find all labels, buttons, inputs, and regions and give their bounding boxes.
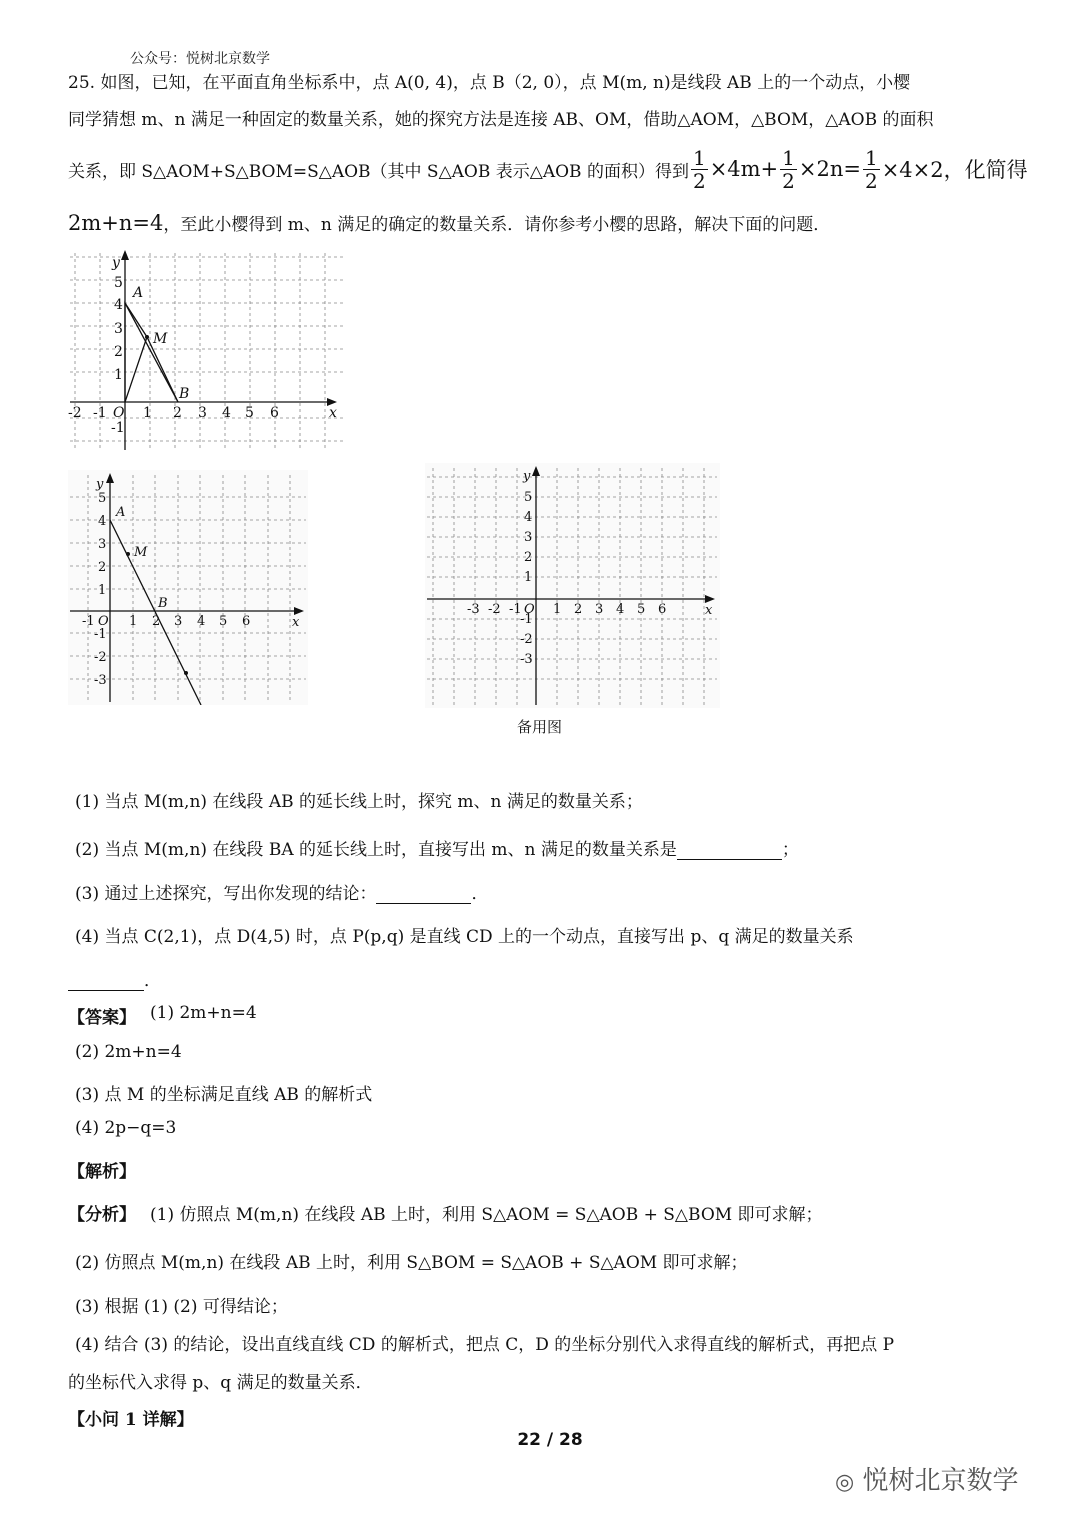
x-tick: 1 — [553, 602, 562, 617]
y-tick: 3 — [524, 530, 533, 545]
question-3 — [75, 879, 488, 904]
y-tick: -3 — [520, 652, 533, 667]
x-tick: 2 — [173, 405, 182, 421]
problem-line-4 — [68, 210, 830, 235]
subquestion-1-heading: 【小问 1 详解】 — [68, 1410, 194, 1430]
analysis-2: (2) 仿照点 M(m,n) 在线段 AB 上时，利用 S△BOM = S△AOB + S△AOM 即可求解； — [75, 1253, 748, 1273]
point-a-label: A — [133, 285, 144, 301]
y-tick: -1 — [94, 627, 107, 642]
x-tick: -1 — [509, 602, 522, 617]
analysis-4a: (4) 结合 (3) 的结论，设出直线直线 CD 的解析式，把点 C，D 的坐标分别代入求得直线的解析式，再把点 P — [75, 1335, 895, 1355]
answer-2: (2) 2m+n=4 — [75, 1042, 182, 1062]
equation-2m-n-4: 2m+n=4 — [68, 211, 164, 235]
y-tick: -2 — [520, 632, 533, 647]
answer-4: (4) 2p−q=3 — [75, 1118, 177, 1138]
x-tick: 6 — [270, 405, 279, 421]
problem-expr-part2: ×2n= — [798, 157, 861, 181]
analysis-4b: 的坐标代入求得 p、q 满足的数量关系． — [68, 1373, 373, 1393]
point-a-label: A — [116, 505, 126, 520]
axis-y-label: y — [96, 477, 104, 492]
question-1: (1) 当点 M(m,n) 在线段 AB 的延长线上时，探究 m、n 满足的数量关系； — [75, 792, 643, 812]
x-tick: 6 — [658, 602, 667, 617]
y-tick: 5 — [114, 275, 123, 291]
fraction-half: $\frac{1}{2}$ — [782, 145, 795, 193]
question-3-text: (3) 通过上述探究，写出你发现的结论： — [75, 884, 377, 904]
y-tick: -1 — [520, 612, 533, 627]
watermark-wechat — [835, 1460, 1018, 1497]
x-tick: 2 — [152, 614, 161, 629]
answer-blank-2 — [677, 843, 782, 860]
x-tick: 1 — [129, 614, 138, 629]
x-tick: 5 — [637, 602, 646, 617]
x-tick: -1 — [82, 614, 95, 629]
answer-blank-3 — [376, 887, 471, 904]
x-tick: 5 — [219, 614, 228, 629]
axis-x-label: x — [329, 405, 337, 421]
axis-x-label: x — [292, 615, 300, 630]
axis-x-label: x — [705, 603, 713, 618]
question-2-end: ； — [781, 840, 799, 860]
spare-graph-caption: 备用图 — [517, 718, 563, 736]
fraction-half: $\frac{1}{2}$ — [692, 145, 706, 193]
graph-2 — [68, 470, 308, 705]
y-tick: 2 — [98, 560, 107, 575]
header-source: 公众号：悦树北京数学 — [130, 51, 270, 67]
x-tick: -2 — [68, 405, 82, 421]
y-tick: 3 — [98, 537, 107, 552]
x-tick: -3 — [467, 602, 480, 617]
y-tick: 1 — [524, 570, 533, 585]
y-tick: 4 — [98, 514, 107, 529]
x-tick: 6 — [242, 614, 251, 629]
y-tick: 4 — [114, 297, 123, 313]
y-tick: 3 — [114, 321, 123, 337]
analysis-heading: 【解析】 — [68, 1162, 136, 1182]
page-number: 22 / 28 — [517, 1430, 583, 1450]
fraction-half: $\frac{1}{2}$ — [864, 145, 878, 193]
analysis-1: (1) 仿照点 M(m,n) 在线段 AB 上时，利用 S△AOM = S△AOB + S△BOM 即可求解； — [150, 1205, 823, 1225]
axis-y-label: y — [112, 255, 120, 271]
problem-expr-part3: ×4×2，化简得 — [881, 158, 1028, 182]
origin-label: O — [524, 602, 535, 617]
x-tick: 4 — [197, 614, 206, 629]
y-tick: 4 — [524, 510, 533, 525]
graph-1 — [65, 245, 350, 455]
y-tick: 5 — [98, 491, 107, 506]
answer-blank-4 — [68, 974, 144, 991]
x-tick: -2 — [488, 602, 501, 617]
question-3-end: ． — [471, 884, 489, 904]
point-b-label: B — [179, 386, 190, 402]
question-4-blank-line — [68, 966, 161, 991]
y-tick: 1 — [114, 367, 123, 383]
problem-expr-part1: ×4m+ — [709, 157, 779, 181]
point-m-label: M — [134, 545, 148, 560]
y-tick: -3 — [94, 673, 107, 688]
x-tick: -1 — [93, 405, 107, 421]
x-tick: 3 — [595, 602, 604, 617]
y-tick: 2 — [524, 550, 533, 565]
answer-1: (1) 2m+n=4 — [150, 1003, 257, 1023]
y-tick: 2 — [114, 344, 123, 360]
x-tick: 4 — [222, 405, 231, 421]
watermark-text: 悦树北京数学 — [862, 1466, 1019, 1496]
problem-line-2: 同学猜想 m、n 满足一种固定的数量关系，她的探究方法是连接 AB、OM，借助△AOM，△BOM，△AOB 的面积 — [68, 110, 934, 130]
question-4: (4) 当点 C(2,1)，点 D(4,5) 时，点 P(p,q) 是直线 CD 上的一个动点，直接写出 p、q 满足的数量关系 — [75, 927, 854, 947]
x-tick: 3 — [198, 405, 207, 421]
x-tick: 5 — [245, 405, 254, 421]
graph-3-spare — [425, 463, 720, 708]
analysis-3: (3) 根据 (1) (2) 可得结论； — [75, 1297, 288, 1317]
problem-line-4-text: ，至此小樱得到 m、n 满足的确定的数量关系．请你参考小樱的思路，解决下面的问题． — [163, 215, 831, 235]
problem-line-1: 25. 如图，已知，在平面直角坐标系中，点 A(0, 4)，点 B（2, 0），点 M(m, n)是线段 AB 上的一个动点，小樱 — [68, 73, 911, 93]
y-tick: 5 — [524, 490, 533, 505]
question-4-end: ． — [144, 971, 161, 991]
x-tick: 1 — [143, 405, 152, 421]
axis-y-label: y — [523, 469, 531, 484]
y-tick: -2 — [94, 650, 107, 665]
fenxi-label: 【分析】 — [68, 1205, 136, 1225]
x-tick: 3 — [174, 614, 183, 629]
y-tick: -1 — [111, 420, 125, 436]
problem-line-3-text: 关系，即 S△AOM+S△BOM=S△AOB（其中 S△AOB 表示△AOB 的面积）得到 — [68, 161, 689, 182]
point-m-label: M — [153, 331, 168, 347]
wechat-icon: ◎ — [835, 1470, 855, 1495]
x-tick: 2 — [574, 602, 583, 617]
answer-3: (3) 点 M 的坐标满足直线 AB 的解析式 — [75, 1085, 373, 1105]
answer-label: 【答案】 — [68, 1008, 136, 1028]
y-tick: 1 — [98, 583, 107, 598]
origin-label: O — [98, 614, 109, 629]
origin-label: O — [113, 405, 125, 421]
question-2-text: (2) 当点 M(m,n) 在线段 BA 的延长线上时，直接写出 m、n 满足的数量关系是 — [75, 840, 677, 860]
x-tick: 4 — [616, 602, 625, 617]
point-b-label: B — [158, 596, 168, 611]
question-2 — [75, 835, 799, 860]
problem-line-3 — [68, 143, 1028, 195]
